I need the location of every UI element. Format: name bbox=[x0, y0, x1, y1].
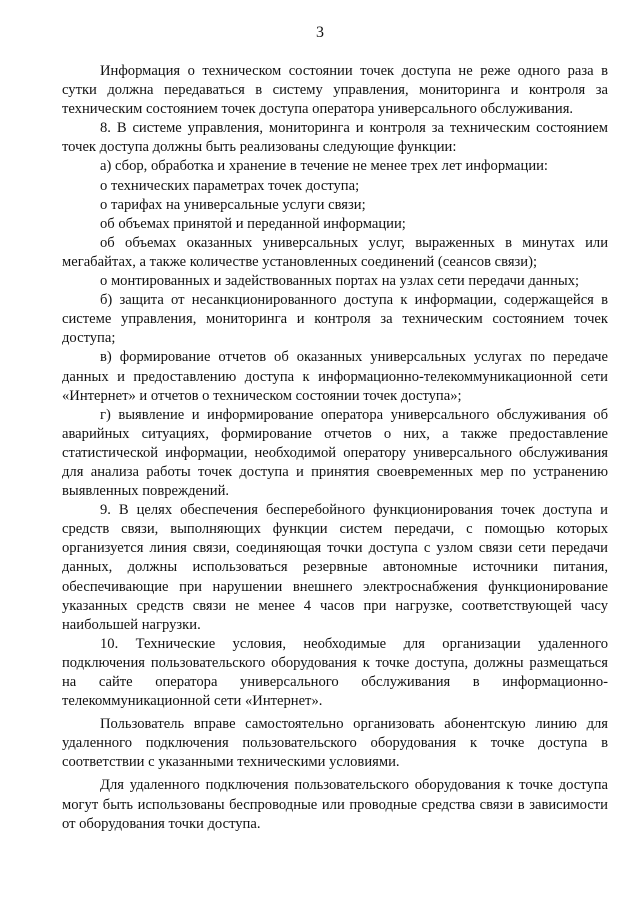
paragraph-item-8v: в) формирование отчетов об оказанных универсальных услугах по передаче данных и предоставлению доступа к информационно-телекоммуникационной сети «Интернет» и отчетов о техническом состоянии точек доступа»; bbox=[62, 349, 608, 404]
paragraph-tariffs: о тарифах на универсальные услуги связи; bbox=[100, 196, 366, 213]
paragraph-service-volumes: об объемах оказанных универсальных услуг, выраженных в минутах или мегабайтах, а также количестве установленных соединений (сеансов связи); bbox=[62, 234, 608, 270]
paragraph-item-9: 9. В целях обеспечения бесперебойного функционирования точек доступа и средств связи, выполняющих функции систем передачи, с помощью которых организуется линия связи, соединяющая точки доступа с узлом связи сети передачи данных, должны использоваться резервные автономные источники питания, обеспечивающие при нарушении внешнего электроснабжения функционирование указанных средств связи не менее 4 часов при нагрузке, соответствующей часу наибольшей нагрузки. bbox=[62, 502, 608, 633]
paragraph-user-rights: Пользователь вправе самостоятельно организовать абонентскую линию для удаленного подключения пользовательского оборудования к точке доступа в соответствии с указанными техническими условиями. bbox=[62, 716, 608, 771]
paragraph-item-8a: а) сбор, обработка и хранение в течение не менее трех лет информации: bbox=[100, 158, 548, 175]
paragraph-item-8g: г) выявление и информирование оператора универсального обслуживания об аварийных ситуациях, формирование отчетов о них, а также предоставление статистической информации, необходимой оператору универсального обслуживания для анализа работы точек доступа и принятия своевременных мер по устранению выявленных повреждений. bbox=[62, 406, 608, 500]
paragraph-access-point-status: Информация о техническом состоянии точек доступа не реже одного раза в сутки должна передаваться в систему управления, мониторинга и контроля за техническим состоянием точек доступа оператора универсального обслуживания. bbox=[62, 63, 608, 118]
page-number: 3 bbox=[316, 24, 324, 41]
paragraph-data-volumes: об объемах принятой и переданной информации; bbox=[100, 215, 406, 232]
document-body bbox=[62, 62, 608, 834]
paragraph-ports: о монтированных и задействованных портах на узлах сети передачи данных; bbox=[100, 273, 580, 290]
paragraph-tech-params: о технических параметрах точек доступа; bbox=[100, 177, 360, 194]
paragraph-item-8: 8. В системе управления, мониторинга и контроля за техническим состоянием точек доступа должны быть реализованы следующие функции: bbox=[62, 120, 608, 156]
paragraph-item-10: 10. Технические условия, необходимые для организации удаленного подключения пользовательского оборудования к точке доступа, должны размещаться на сайте оператора универсального обслуживания в информационно-телекоммуникационной сети «Интернет». bbox=[62, 635, 608, 710]
paragraph-item-8b: б) защита от несанкционированного доступа к информации, содержащейся в системе управления, мониторинга и контроля за техническим состоянием точек доступа; bbox=[62, 292, 608, 347]
paragraph-remote-connection: Для удаленного подключения пользовательского оборудования к точке доступа могут быть использованы беспроводные или проводные средства связи в зависимости от оборудования точки доступа. bbox=[62, 777, 608, 832]
